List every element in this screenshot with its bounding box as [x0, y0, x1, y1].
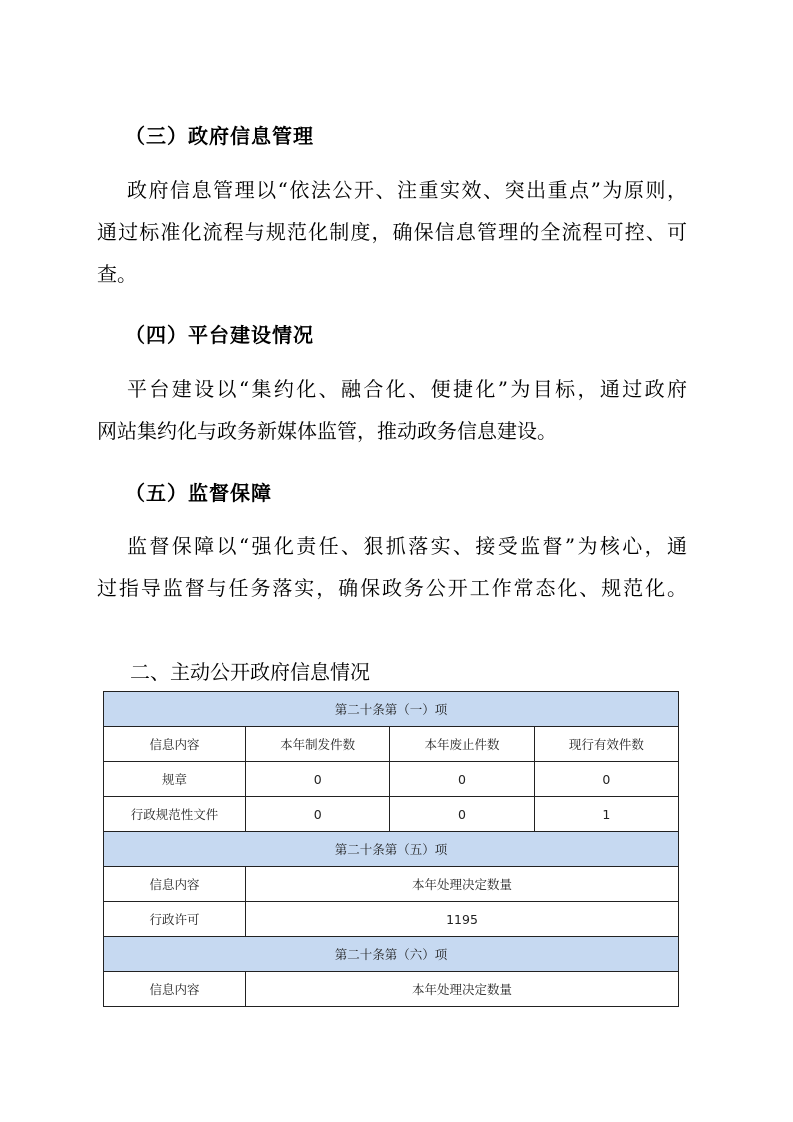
header-cell: 信息内容: [104, 727, 246, 762]
table-band: [104, 832, 679, 867]
cell: 0: [534, 762, 678, 797]
cell: 0: [246, 797, 390, 832]
cell: 行政规范性文件: [104, 797, 246, 832]
cell: 0: [390, 797, 534, 832]
paragraph-5: [97, 525, 687, 609]
text-line: 过指导监督与任务落实，确保政务公开工作常态化、规范化。: [97, 576, 687, 600]
paragraph-3: [97, 169, 687, 295]
cell: 行政许可: [104, 902, 246, 937]
table-band: [104, 692, 679, 727]
band-cell: 第二十条第（一）项: [104, 692, 679, 727]
text-line: 网站集约化与政务新媒体监管，推动政务信息建设。: [97, 419, 557, 443]
header-cell: 信息内容: [104, 867, 246, 902]
cell: 1: [534, 797, 678, 832]
heading-4: （四）平台建设情况: [125, 323, 314, 347]
cell: 0: [390, 762, 534, 797]
header-cell: 本年废止件数: [390, 727, 534, 762]
cell: 规章: [104, 762, 246, 797]
band-cell: 第二十条第（五）项: [104, 832, 679, 867]
table-row: [104, 797, 679, 832]
band-cell: 第二十条第（六）项: [104, 937, 679, 972]
header-cell: 本年处理决定数量: [246, 867, 679, 902]
table-row: [104, 762, 679, 797]
text-line: 平台建设以“集约化、融合化、便捷化”为目标，通过政府: [127, 377, 687, 401]
cell: 1195: [246, 902, 679, 937]
header-cell: 本年制发件数: [246, 727, 390, 762]
header-cell: 信息内容: [104, 972, 246, 1007]
text-line: 政府信息管理以“依法公开、注重实效、突出重点”为原则，: [127, 178, 687, 202]
header-cell: 现行有效件数: [534, 727, 678, 762]
section-title: 二、主动公开政府信息情况: [130, 660, 370, 684]
table-header: [104, 867, 679, 902]
cell: 0: [246, 762, 390, 797]
heading-3: （三）政府信息管理: [125, 124, 314, 148]
disclosure-table: [103, 691, 679, 1007]
table-band: [104, 937, 679, 972]
table-header: [104, 972, 679, 1007]
table-row: [104, 902, 679, 937]
text-line: 监督保障以“强化责任、狠抓落实、接受监督”为核心，通: [127, 534, 687, 558]
header-cell: 本年处理决定数量: [246, 972, 679, 1007]
heading-5: （五）监督保障: [125, 481, 272, 505]
paragraph-4: [97, 368, 687, 452]
table-header: [104, 727, 679, 762]
text-line: 查。: [97, 262, 137, 286]
text-line: 通过标准化流程与规范化制度，确保信息管理的全流程可控、可: [97, 220, 687, 244]
